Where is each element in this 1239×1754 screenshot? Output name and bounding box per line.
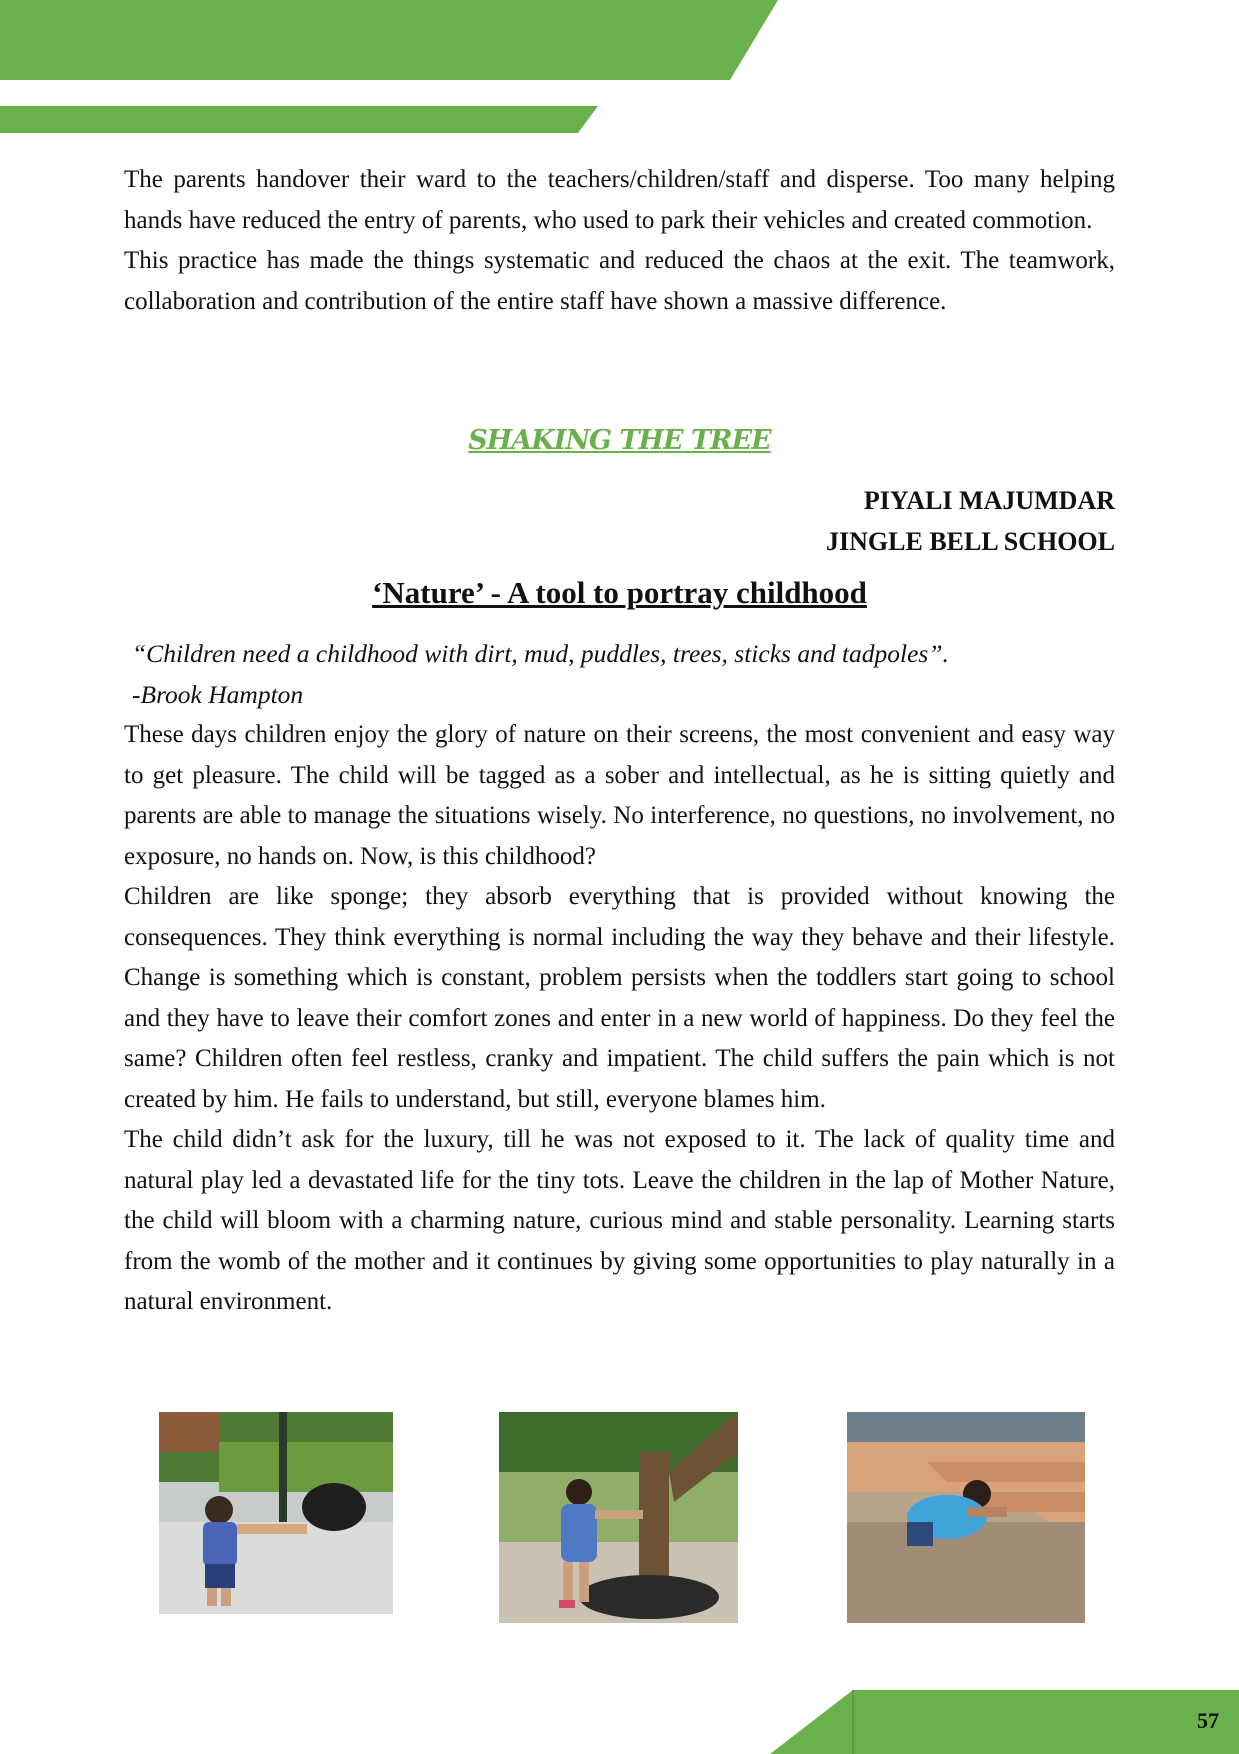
- author-name: PIYALI MAJUMDAR: [863, 486, 1115, 515]
- body-paragraph-3: The child didn’t ask for the luxury, till he was not exposed to it. The lack of quality time and natural play led a devastated life for the tiny tots. Leave the children in the lap of Mother Nature, the child will bloom with a charming nature, curious mind and stable personality. Learning starts from the womb of the mother and it continues by giving some opportunities to play naturally in a natural environment.: [124, 1126, 1115, 1315]
- footer-band: [770, 1690, 1239, 1754]
- author-school: JINGLE BELL SCHOOL: [826, 527, 1115, 556]
- quote-text: “Children need a childhood with dirt, mud, puddles, trees, sticks and tadpoles”.: [132, 639, 949, 668]
- section-title: SHAKING THE TREE: [468, 425, 771, 456]
- article-title: ‘Nature’ - A tool to portray childhood: [372, 575, 867, 610]
- article-body: [124, 634, 1115, 1323]
- header-band-small: [0, 106, 598, 133]
- quote-attribution: -Brook Hampton: [132, 679, 304, 709]
- header-decoration: [0, 0, 1239, 140]
- intro-text: [124, 160, 1115, 322]
- body-paragraph-1: These days children enjoy the glory of nature on their screens, the most convenient and easy way to get pleasure. The child will be tagged as a sober and intellectual, as he is sitting quietly and parents are able to manage the situations wisely. No interference, no questions, no involvement, no exposure, no hands on. Now, is this childhood?: [124, 721, 1115, 870]
- photo-child-tyre-swing: [159, 1412, 393, 1614]
- footer-decoration: [770, 1690, 1239, 1754]
- intro-paragraph-1: The parents handover their ward to the teachers/children/staff and disperse. Too many helping hands have reduced the entry of parents, who used to park their vehicles and created commotion.: [124, 166, 1115, 234]
- header-band-large: [0, 0, 778, 80]
- body-paragraph-2: Children are like sponge; they absorb everything that is provided without knowing the consequences. They think everything is normal including the way they behave and their lifestyle. Change is something which is constant, problem persists when the toddlers start going to school and they have to leave their comfort zones and enter in a new world of happiness. Do they feel the same? Children often feel restless, cranky and impatient. The child suffers the pain which is not created by him. He fails to understand, but still, everyone blames him.: [124, 883, 1115, 1113]
- page-number: 57: [1197, 1708, 1219, 1733]
- intro-paragraph-2: This practice has made the things systematic and reduced the chaos at the exit. The teamwork, collaboration and contribution of the entire staff have shown a massive difference.: [124, 247, 1115, 315]
- photo-boy-playing-sand: [847, 1412, 1085, 1623]
- photo-girl-climbing-tree: [499, 1412, 738, 1623]
